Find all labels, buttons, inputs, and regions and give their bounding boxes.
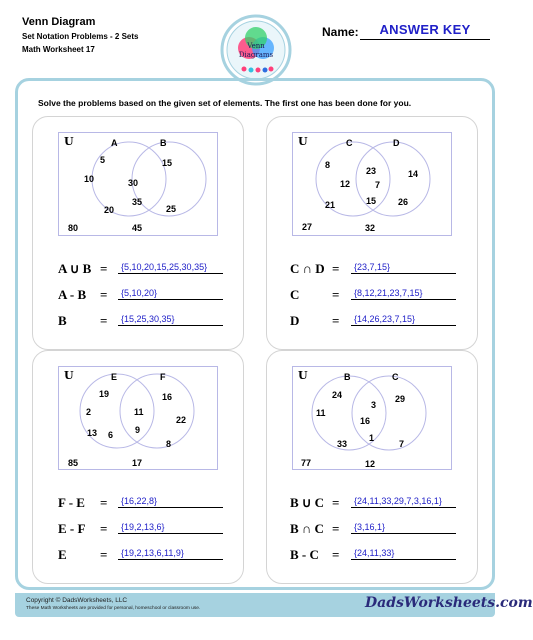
question-lhs: B ∪ C <box>290 495 325 510</box>
element: 33 <box>337 439 348 449</box>
element: 77 <box>301 458 312 468</box>
logo-text-venn: Venn <box>247 42 265 50</box>
set-label-f: F <box>160 372 166 382</box>
answer-field: {24,11,33,29,7,3,16,1} <box>351 496 456 508</box>
answer-field: {19,2,13,6,11,9} <box>118 548 223 560</box>
question-lhs: A - B <box>58 287 87 302</box>
element: 32 <box>365 223 376 233</box>
answer-field: {15,25,30,35} <box>118 314 223 326</box>
question-lhs: C <box>290 287 300 302</box>
universe-box-4 <box>292 366 452 470</box>
equals-sign: = <box>100 313 108 328</box>
answer-field: {14,26,23,7,15} <box>351 314 456 326</box>
question-lhs: C ∩ D <box>290 261 325 276</box>
instructions: Solve the problems based on the given set of elements. The first one has been done for you. <box>38 98 412 108</box>
worksheet-number: Math Worksheet 17 <box>22 45 95 54</box>
question-lhs: B - C <box>290 547 319 562</box>
equals-sign: = <box>332 261 340 276</box>
answer-field: {5,10,20} <box>118 288 223 300</box>
equals-sign: = <box>100 261 108 276</box>
answer-field: {3,16,1} <box>351 522 456 534</box>
element: 10 <box>84 174 95 184</box>
element: 20 <box>104 205 115 215</box>
universe-label-3: U <box>64 369 74 382</box>
equals-sign: = <box>100 521 108 536</box>
element: 2 <box>86 407 92 417</box>
question-lhs: E <box>58 547 67 562</box>
venn-logo <box>220 14 292 86</box>
equals-sign: = <box>100 547 108 562</box>
element: 26 <box>398 197 409 207</box>
element: 5 <box>100 155 106 165</box>
element: 27 <box>302 222 313 232</box>
element: 8 <box>166 439 172 449</box>
element: 17 <box>132 458 143 468</box>
element: 45 <box>132 223 143 233</box>
brand-logo[interactable]: DadsWorksheets.com <box>365 595 533 611</box>
set-label-d: D <box>393 138 400 148</box>
element: 15 <box>162 158 173 168</box>
worksheet-title: Venn Diagram <box>22 16 96 28</box>
universe-label-1: U <box>64 135 74 148</box>
copyright-text: Copyright © DadsWorksheets, LLC <box>26 597 128 604</box>
universe-box-2 <box>292 132 452 236</box>
element: 21 <box>325 200 336 210</box>
usage-note: These Math Worksheets are provided for personal, homeschool or classroom use. <box>26 606 201 611</box>
question-lhs: F - E <box>58 495 85 510</box>
answer-field: {5,10,20,15,25,30,35} <box>118 262 223 274</box>
question-lhs: A ∪ B <box>58 261 92 276</box>
element: 16 <box>360 416 371 426</box>
element: 23 <box>366 166 377 176</box>
answer-field: {8,12,21,23,7,15} <box>351 288 456 300</box>
element: 35 <box>132 197 143 207</box>
equals-sign: = <box>100 287 108 302</box>
set-label-e: E <box>111 372 118 382</box>
element: 29 <box>395 394 406 404</box>
question-lhs: D <box>290 313 300 328</box>
element: 13 <box>87 428 98 438</box>
element: 25 <box>166 204 177 214</box>
name-label: Name: <box>322 25 359 39</box>
element: 80 <box>68 223 79 233</box>
question-lhs: B ∩ C <box>290 521 324 536</box>
element: 6 <box>108 430 114 440</box>
universe-label-2: U <box>298 135 308 148</box>
worksheet-subtitle: Set Notation Problems - 2 Sets <box>22 32 139 41</box>
element: 14 <box>408 169 419 179</box>
element: 3 <box>371 400 377 410</box>
element: 7 <box>399 439 405 449</box>
set-label-c: C <box>346 138 353 148</box>
answer-field: {23,7,15} <box>351 262 456 274</box>
answer-field: {19,2,13,6} <box>118 522 223 534</box>
element: 24 <box>332 390 343 400</box>
answer-field: {16,22,8} <box>118 496 223 508</box>
question-lhs: B <box>58 313 67 328</box>
question-lhs: E - F <box>58 521 86 536</box>
universe-box-3 <box>58 366 218 470</box>
equals-sign: = <box>332 313 340 328</box>
set-label-a: A <box>111 138 118 148</box>
element: 15 <box>366 196 377 206</box>
element: 9 <box>135 425 141 435</box>
element: 11 <box>134 407 144 417</box>
equals-sign: = <box>332 547 340 562</box>
equals-sign: = <box>332 287 340 302</box>
element: 12 <box>365 459 376 469</box>
set-label-b: B <box>344 372 351 382</box>
set-label-c: C <box>392 372 399 382</box>
answer-key: ANSWER KEY <box>360 22 490 40</box>
element: 85 <box>68 458 79 468</box>
answer-field: {24,11,33} <box>351 548 456 560</box>
logo-text-diagrams: Diagrams <box>238 51 274 59</box>
set-label-b: B <box>160 138 167 148</box>
equals-sign: = <box>100 495 108 510</box>
universe-label-4: U <box>298 369 308 382</box>
element: 30 <box>128 178 139 188</box>
element: 12 <box>340 179 351 189</box>
element: 11 <box>316 408 326 418</box>
equals-sign: = <box>332 495 340 510</box>
element: 16 <box>162 392 173 402</box>
element: 1 <box>369 433 375 443</box>
equals-sign: = <box>332 521 340 536</box>
element: 22 <box>176 415 187 425</box>
element: 19 <box>99 389 110 399</box>
element: 7 <box>375 180 381 190</box>
element: 8 <box>325 160 331 170</box>
